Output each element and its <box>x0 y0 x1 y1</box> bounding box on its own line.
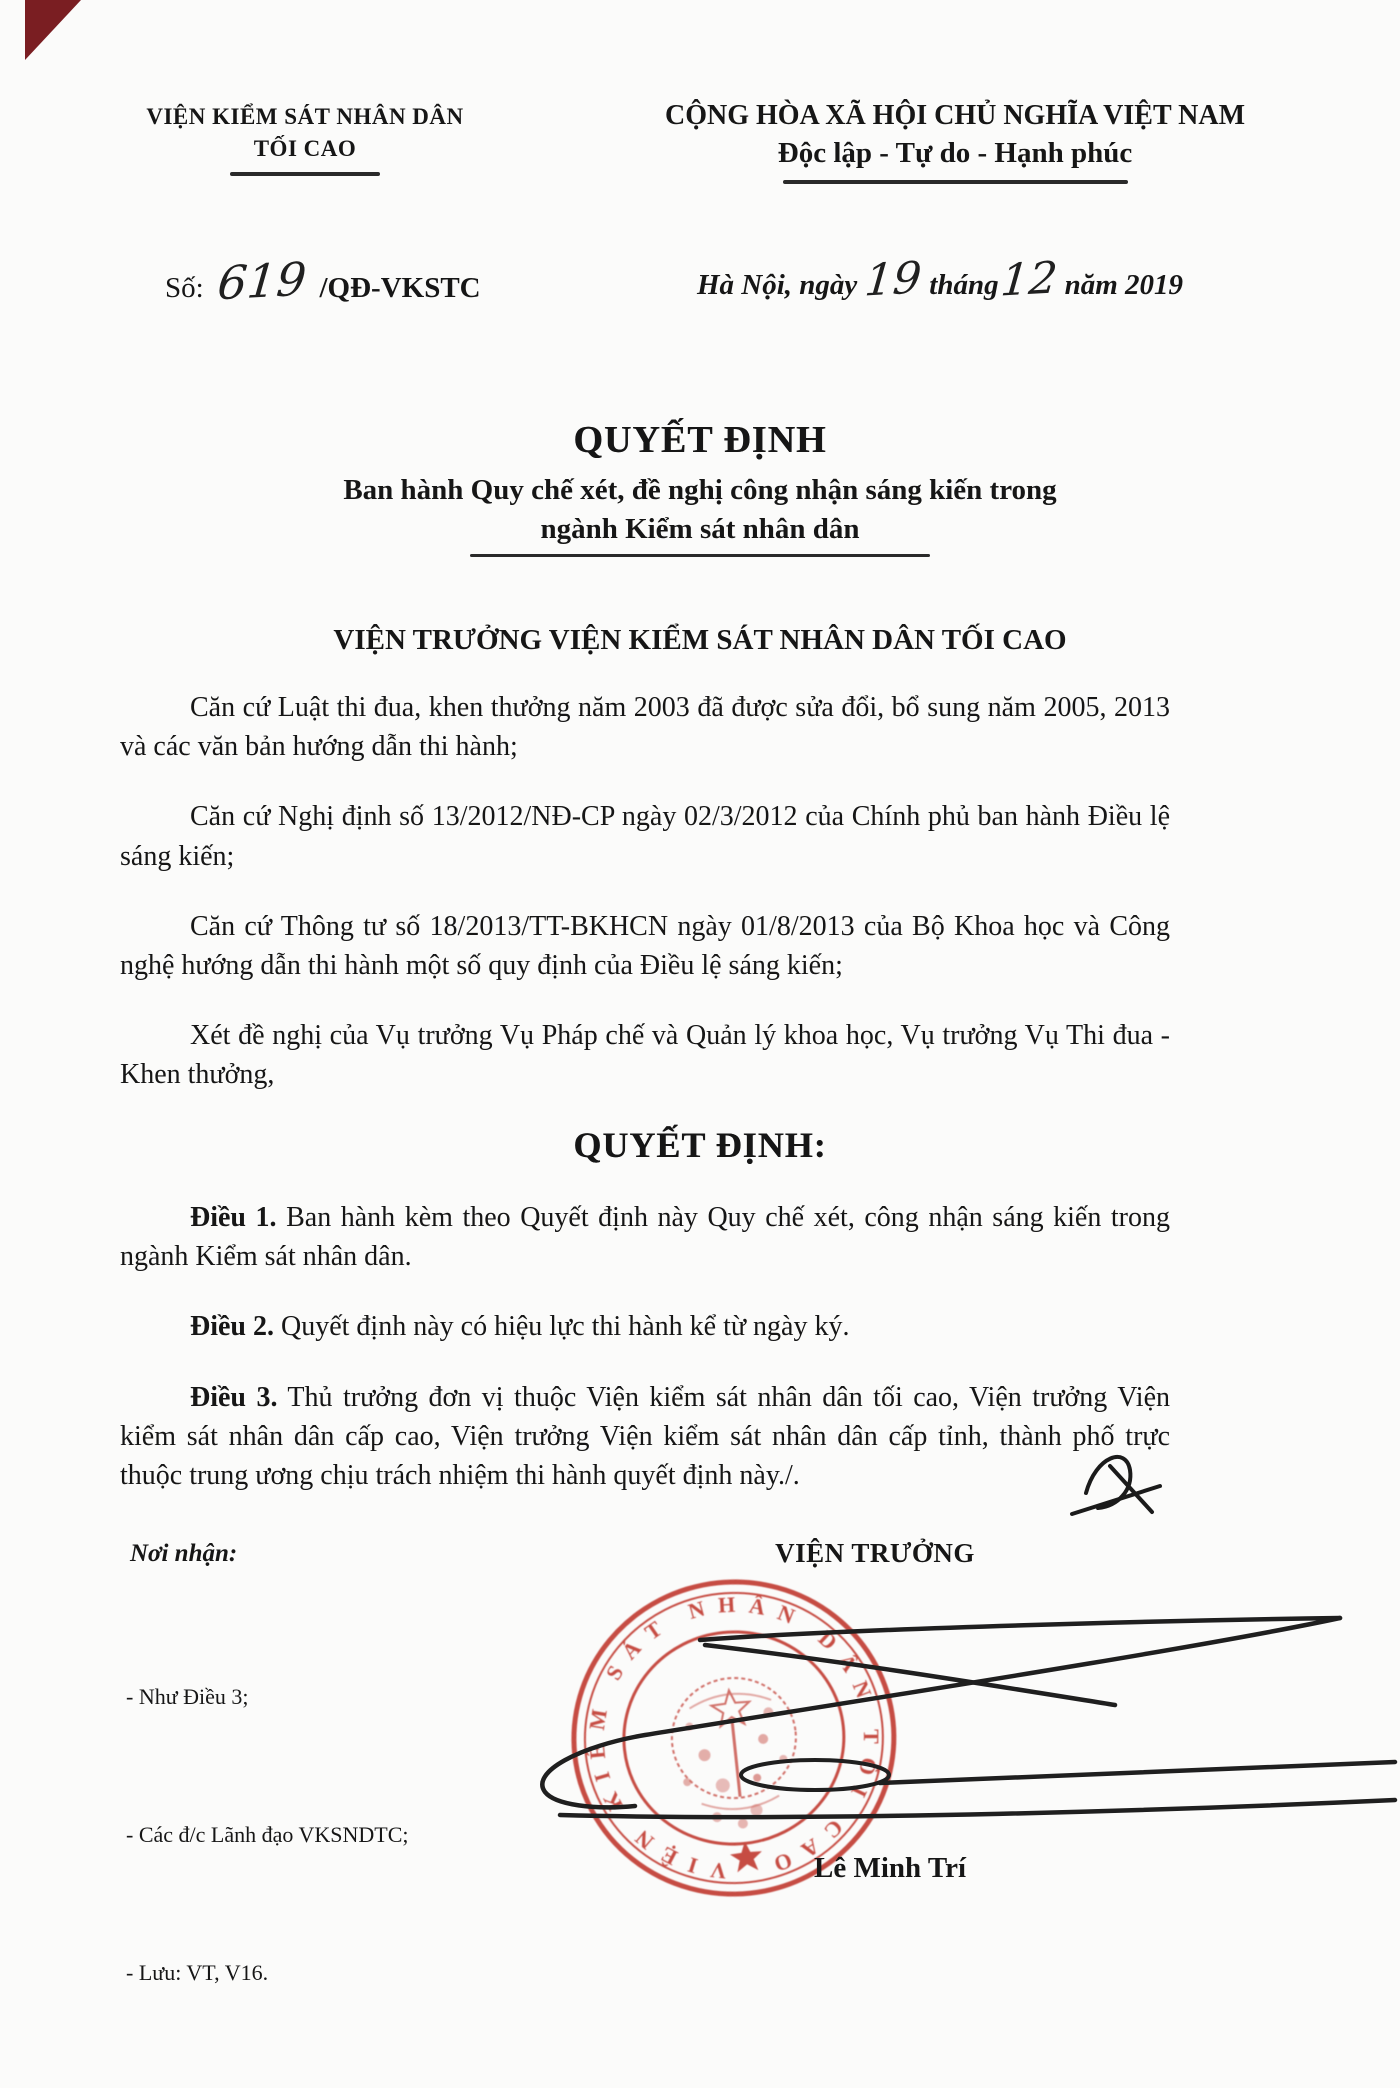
date-month-word: tháng <box>929 269 999 301</box>
date-year: năm 2019 <box>1064 269 1184 301</box>
issuing-agency-block <box>110 104 500 176</box>
agency-underline <box>230 172 380 176</box>
signature-scrawl <box>430 1600 1400 1835</box>
article-3-text: Thủ trưởng đơn vị thuộc Viện kiểm sát nhân dân tối cao, Viện trưởng Viện kiểm sát nhân dân cấp cao, Viện trưởng Viện kiểm sát nhân dân cấp tỉnh, thành phố trực thuộc trung ương chịu trách nhiệm thi hành quyết định này./. <box>120 1381 1170 1491</box>
date-place: Hà Nội, ngày <box>696 269 858 301</box>
article-3-label: Điều 3. <box>190 1381 278 1413</box>
handwritten-day: 19 <box>862 252 924 307</box>
motto-underline <box>783 180 1128 184</box>
recipient-item: - Các đ/c Lãnh đạo VKSNDTC; <box>126 1822 409 1847</box>
date-line <box>640 252 1240 307</box>
articles-block <box>120 1198 1170 1526</box>
article-1-label: Điều 1. <box>190 1202 277 1233</box>
motto-line: Độc lập - Tự do - Hạnh phúc <box>777 137 1133 169</box>
article-1-text: Ban hành kèm theo Quyết định này Quy chế xét, công nhận sáng kiến trong ngành Kiểm sát nhân dân. <box>120 1202 1171 1273</box>
preamble-paragraph: Căn cứ Nghị định số 13/2012/NĐ-CP ngày 02/3/2012 của Chính phủ ban hành Điều lệ sáng kiến; <box>120 801 1170 872</box>
agency-name-line1: VIỆN KIỂM SÁT NHÂN DÂN <box>146 104 464 129</box>
recipient-item: - Lưu: VT, V16. <box>126 1960 269 1985</box>
number-label: Số: <box>165 272 204 304</box>
agency-name-line2: TỐI CAO <box>253 136 357 161</box>
title-subline2: ngành Kiểm sát nhân dân <box>540 513 860 545</box>
republic-line: CỘNG HÒA XÃ HỘI CHỦ NGHĨA VIỆT NAM <box>664 100 1246 131</box>
preamble-block <box>120 688 1170 1126</box>
number-symbol: /QĐ-VKSTC <box>319 272 481 304</box>
preamble-paragraph: Căn cứ Thông tư số 18/2013/TT-BKHCN ngày 01/8/2013 của Bộ Khoa học và Công nghệ hướng dẫn thi hành một số quy định của Điều lệ sáng kiến; <box>120 910 1170 981</box>
title-block <box>0 418 1400 557</box>
document-title: QUYẾT ĐỊNH <box>573 419 827 461</box>
handwritten-month: 12 <box>998 252 1060 307</box>
title-subline1: Ban hành Quy chế xét, đề nghị công nhận sáng kiến trong <box>343 474 1057 506</box>
signer-title: VIỆN TRƯỞNG <box>775 1538 975 1568</box>
stamp-ring-text: VIỆN KIỂM SÁT NHÂN DÂN TỐI CAO <box>583 1591 884 1885</box>
paraph-initials-mark <box>1068 1438 1168 1526</box>
preamble-paragraph: Xét đề nghị của Vụ trưởng Vụ Pháp chế và Quản lý khoa học, Vụ trưởng Vụ Thi đua - Khen thưởng, <box>120 1020 1170 1091</box>
decision-heading: QUYẾT ĐỊNH: <box>573 1125 827 1165</box>
document-number-line <box>165 251 481 311</box>
title-underline <box>470 554 930 557</box>
recipients-list <box>126 1582 409 2088</box>
recipient-item: - Như Điều 3; <box>126 1684 249 1709</box>
article-2-text: Quyết định này có hiệu lực thi hành kể từ ngày ký. <box>281 1311 850 1343</box>
authority-heading: VIỆN TRƯỞNG VIỆN KIỂM SÁT NHÂN DÂN TỐI CAO <box>333 624 1067 656</box>
handwritten-number: 619 <box>215 251 309 311</box>
article-2 <box>120 1307 1170 1346</box>
article-1 <box>120 1198 1170 1276</box>
preamble-paragraph: Căn cứ Luật thi đua, khen thưởng năm 2003 đã được sửa đổi, bổ sung năm 2005, 2013 và các văn bản hướng dẫn thi hành; <box>120 692 1170 763</box>
recipients-heading: Nơi nhận: <box>130 1540 238 1567</box>
scan-corner-mark <box>25 0 81 60</box>
article-3 <box>120 1378 1170 1496</box>
article-2-label: Điều 2. <box>190 1311 274 1343</box>
signer-name: Lê Minh Trí <box>814 1852 966 1884</box>
national-motto-block <box>625 100 1285 184</box>
